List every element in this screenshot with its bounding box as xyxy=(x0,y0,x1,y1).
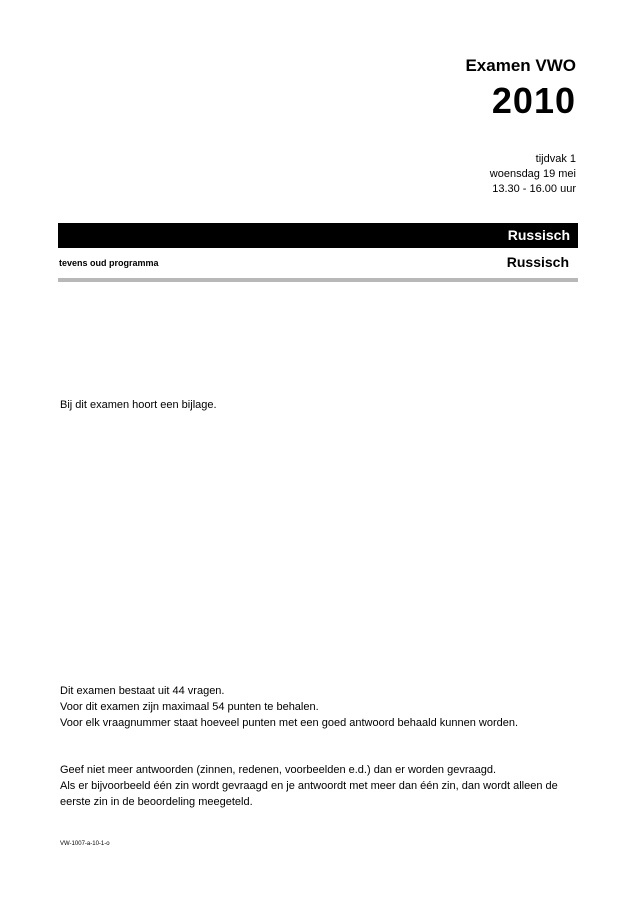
exam-title: Examen VWO xyxy=(465,56,576,75)
divider-rule xyxy=(58,278,578,282)
bijlage-note: Bij dit examen hoort een bijlage. xyxy=(60,399,217,411)
exam-info-paragraph xyxy=(60,683,570,731)
info-line: Voor dit examen zijn maximaal 54 punten te behalen. xyxy=(60,701,319,713)
subject-bar-label: Russisch xyxy=(507,227,570,243)
rules-line: Als er bijvoorbeeld één zin wordt gevraagd en je antwoordt met meer dan één zin, dan wordt alleen de eerste zin in de beoordeling meegeteld. xyxy=(60,780,558,808)
exam-year: 2010 xyxy=(491,80,576,121)
document-code: VW-1007-a-10-1-o xyxy=(60,841,110,847)
subject-label: Russisch xyxy=(506,254,569,270)
answer-rules-paragraph xyxy=(60,762,570,810)
rules-line: Geef niet meer antwoorden (zinnen, redenen, voorbeelden e.d.) dan er worden gevraagd. xyxy=(60,764,497,776)
old-program-label: tevens oud programma xyxy=(59,258,159,268)
subject-bar xyxy=(58,223,578,248)
session-period: tijdvak 1 xyxy=(535,153,576,165)
session-date: woensdag 19 mei xyxy=(489,168,576,180)
session-info xyxy=(490,152,576,197)
session-time: 13.30 - 16.00 uur xyxy=(492,183,576,195)
info-line: Voor elk vraagnummer staat hoeveel punten met een goed antwoord behaald kunnen worden. xyxy=(60,717,519,729)
info-line: Dit examen bestaat uit 44 vragen. xyxy=(60,685,225,697)
